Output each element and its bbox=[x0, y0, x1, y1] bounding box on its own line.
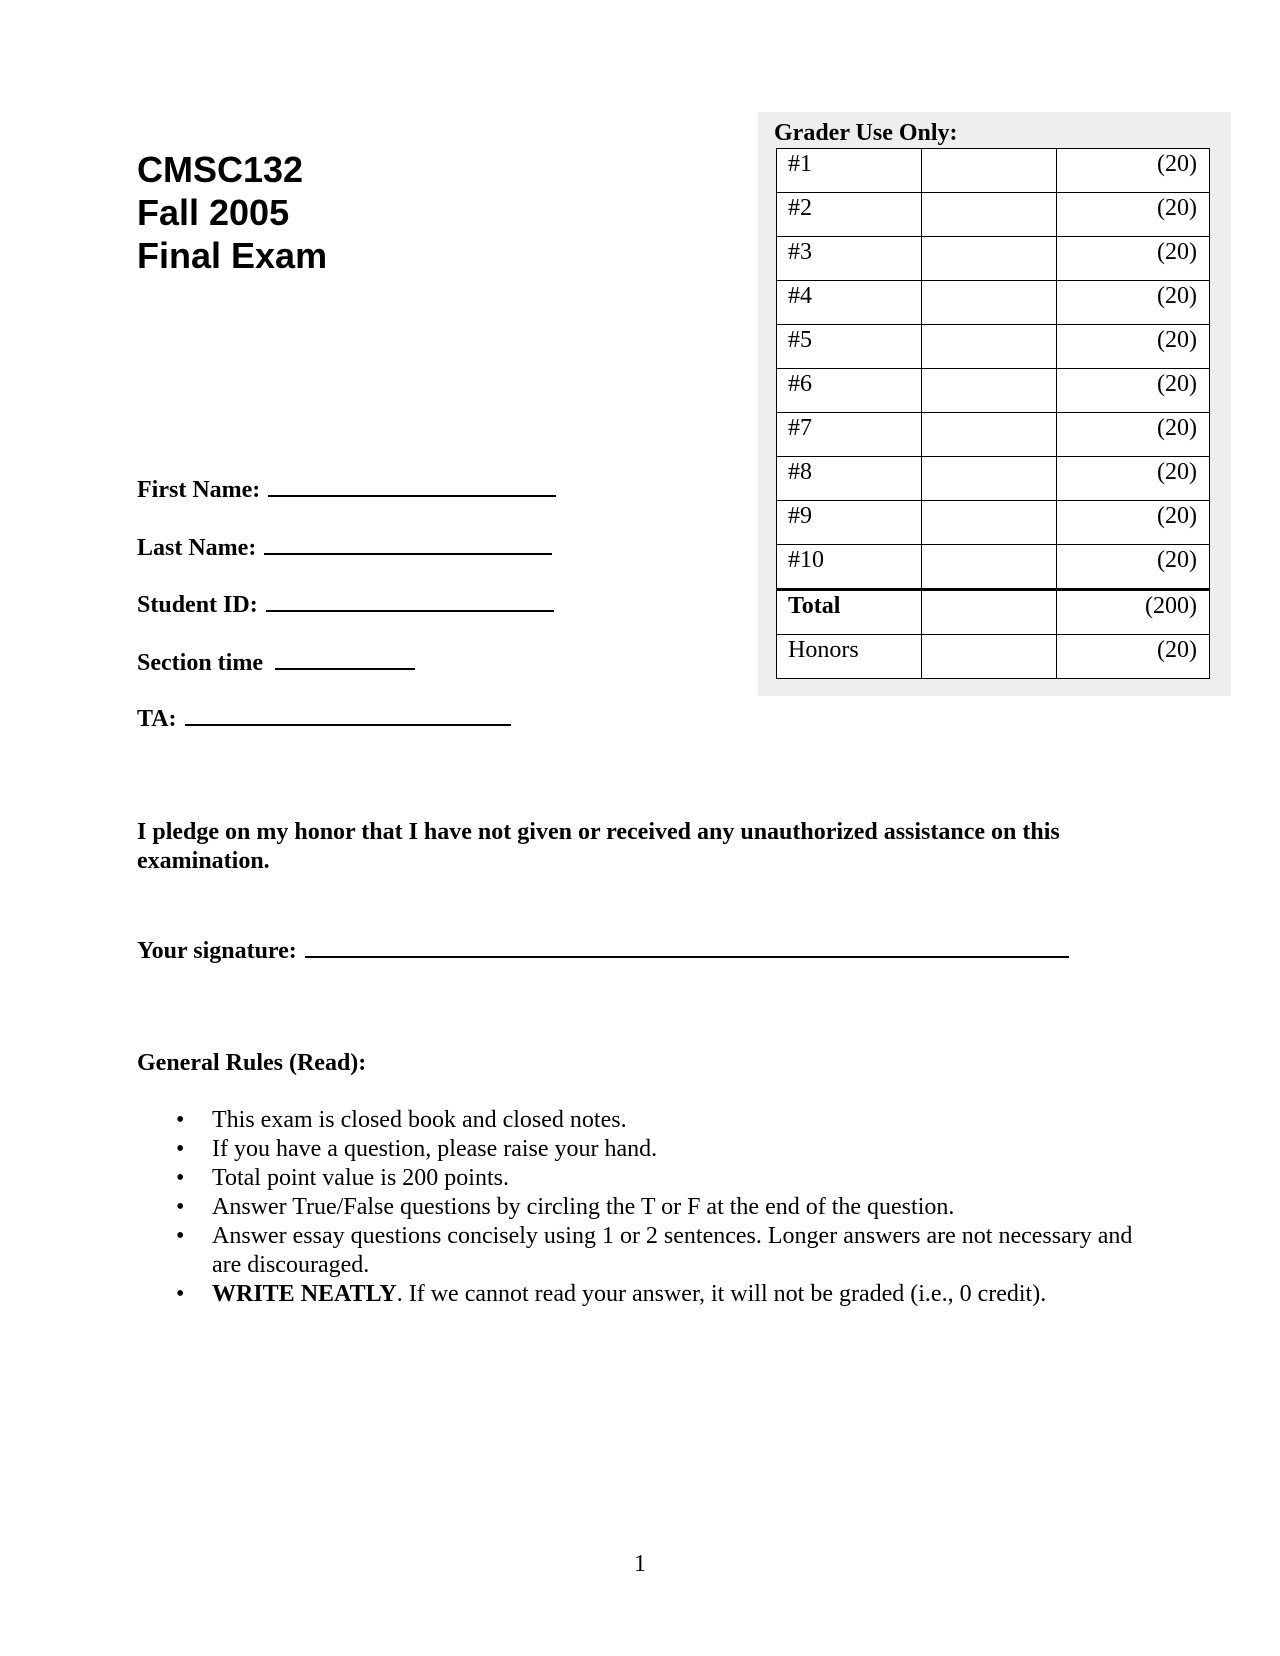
bullet-icon: • bbox=[176, 1281, 185, 1307]
last-name-blank[interactable] bbox=[264, 531, 552, 555]
rule-text: Answer essay questions concisely using 1 or 2 sentences. Longer answers are not necessary and are discouraged. bbox=[212, 1223, 1133, 1278]
rule-text: This exam is closed book and closed notes. bbox=[212, 1107, 627, 1133]
grader-row bbox=[777, 545, 1210, 590]
honor-pledge: I pledge on my honor that I have not given or received any unauthorized assistance on this examination. bbox=[137, 819, 1060, 874]
first-name-label: First Name: bbox=[137, 477, 261, 503]
signature-label: Your signature: bbox=[137, 938, 297, 964]
ta-blank[interactable] bbox=[185, 702, 511, 726]
rule-item bbox=[172, 1135, 1142, 1164]
exam-name: Final Exam bbox=[137, 235, 328, 276]
grader-max-points: (200) bbox=[1057, 590, 1210, 635]
grader-max-points: (20) bbox=[1057, 237, 1210, 281]
grader-max-points: (20) bbox=[1057, 545, 1210, 590]
grader-max-points: (20) bbox=[1057, 369, 1210, 413]
grader-question-label: #9 bbox=[777, 501, 922, 545]
exam-term: Fall 2005 bbox=[137, 192, 290, 233]
grader-row bbox=[777, 281, 1210, 325]
bullet-icon: • bbox=[176, 1136, 185, 1162]
grader-row bbox=[777, 413, 1210, 457]
grader-max-points: (20) bbox=[1057, 193, 1210, 237]
grader-max-points: (20) bbox=[1057, 325, 1210, 369]
rule-item bbox=[172, 1280, 1142, 1309]
grader-score-cell[interactable] bbox=[922, 635, 1057, 679]
rules-heading: General Rules (Read): bbox=[137, 1050, 367, 1076]
grader-row bbox=[777, 237, 1210, 281]
section-time-label: Section time bbox=[137, 650, 263, 676]
grader-row bbox=[777, 590, 1210, 635]
bullet-icon: • bbox=[176, 1165, 185, 1191]
page-number: 1 bbox=[634, 1551, 646, 1577]
signature-field bbox=[137, 934, 1069, 965]
grader-score-cell[interactable] bbox=[922, 369, 1057, 413]
section-time-field bbox=[137, 646, 415, 677]
grader-row bbox=[777, 369, 1210, 413]
grader-score-cell[interactable] bbox=[922, 149, 1057, 193]
grader-score-cell[interactable] bbox=[922, 501, 1057, 545]
grader-row bbox=[777, 149, 1210, 193]
grader-question-label: #5 bbox=[777, 325, 922, 369]
grader-score-cell[interactable] bbox=[922, 281, 1057, 325]
rule-item bbox=[172, 1222, 1142, 1280]
rule-text: Total point value is 200 points. bbox=[212, 1165, 509, 1191]
grader-question-label: #7 bbox=[777, 413, 922, 457]
grader-question-label: Total bbox=[777, 590, 922, 635]
rules-list bbox=[172, 1106, 1142, 1309]
grader-score-cell[interactable] bbox=[922, 457, 1057, 501]
grader-max-points: (20) bbox=[1057, 635, 1210, 679]
grader-max-points: (20) bbox=[1057, 149, 1210, 193]
student-id-blank[interactable] bbox=[266, 588, 554, 612]
first-name-blank[interactable] bbox=[268, 473, 556, 497]
grader-max-points: (20) bbox=[1057, 457, 1210, 501]
last-name-label: Last Name: bbox=[137, 535, 257, 561]
grader-question-label: #6 bbox=[777, 369, 922, 413]
grader-label: Grader Use Only: bbox=[774, 120, 958, 146]
grader-max-points: (20) bbox=[1057, 413, 1210, 457]
grader-question-label: #8 bbox=[777, 457, 922, 501]
course-code: CMSC132 bbox=[137, 149, 304, 190]
grader-row bbox=[777, 325, 1210, 369]
signature-blank[interactable] bbox=[305, 934, 1069, 958]
rule-emphasis: WRITE NEATLY bbox=[212, 1281, 397, 1307]
grader-score-cell[interactable] bbox=[922, 545, 1057, 590]
grader-question-label: #1 bbox=[777, 149, 922, 193]
grader-question-label: #10 bbox=[777, 545, 922, 590]
rule-text: Answer True/False questions by circling the T or F at the end of the question. bbox=[212, 1194, 955, 1220]
grader-question-label: Honors bbox=[777, 635, 922, 679]
grader-box bbox=[758, 112, 1231, 696]
last-name-field bbox=[137, 531, 552, 562]
grader-table bbox=[776, 148, 1210, 679]
ta-field bbox=[137, 702, 511, 733]
bullet-icon: • bbox=[176, 1194, 185, 1220]
bullet-icon: • bbox=[176, 1107, 185, 1133]
rule-item bbox=[172, 1164, 1142, 1193]
rule-text: . If we cannot read your answer, it will not be graded (i.e., 0 credit). bbox=[396, 1281, 1047, 1307]
grader-question-label: #2 bbox=[777, 193, 922, 237]
student-id-label: Student ID: bbox=[137, 592, 258, 618]
grader-score-cell[interactable] bbox=[922, 325, 1057, 369]
rule-text: If you have a question, please raise your hand. bbox=[212, 1136, 658, 1162]
exam-title bbox=[137, 148, 327, 277]
grader-question-label: #4 bbox=[777, 281, 922, 325]
grader-score-cell[interactable] bbox=[922, 413, 1057, 457]
rule-item bbox=[172, 1193, 1142, 1222]
grader-score-cell[interactable] bbox=[922, 237, 1057, 281]
grader-row bbox=[777, 193, 1210, 237]
grader-row bbox=[777, 635, 1210, 679]
section-time-blank[interactable] bbox=[275, 646, 415, 670]
student-id-field bbox=[137, 588, 554, 619]
grader-row bbox=[777, 501, 1210, 545]
grader-max-points: (20) bbox=[1057, 281, 1210, 325]
rule-item bbox=[172, 1106, 1142, 1135]
grader-score-cell[interactable] bbox=[922, 590, 1057, 635]
ta-label: TA: bbox=[137, 706, 177, 732]
grader-question-label: #3 bbox=[777, 237, 922, 281]
grader-max-points: (20) bbox=[1057, 501, 1210, 545]
bullet-icon: • bbox=[176, 1223, 185, 1249]
grader-row bbox=[777, 457, 1210, 501]
first-name-field bbox=[137, 473, 556, 504]
grader-score-cell[interactable] bbox=[922, 193, 1057, 237]
